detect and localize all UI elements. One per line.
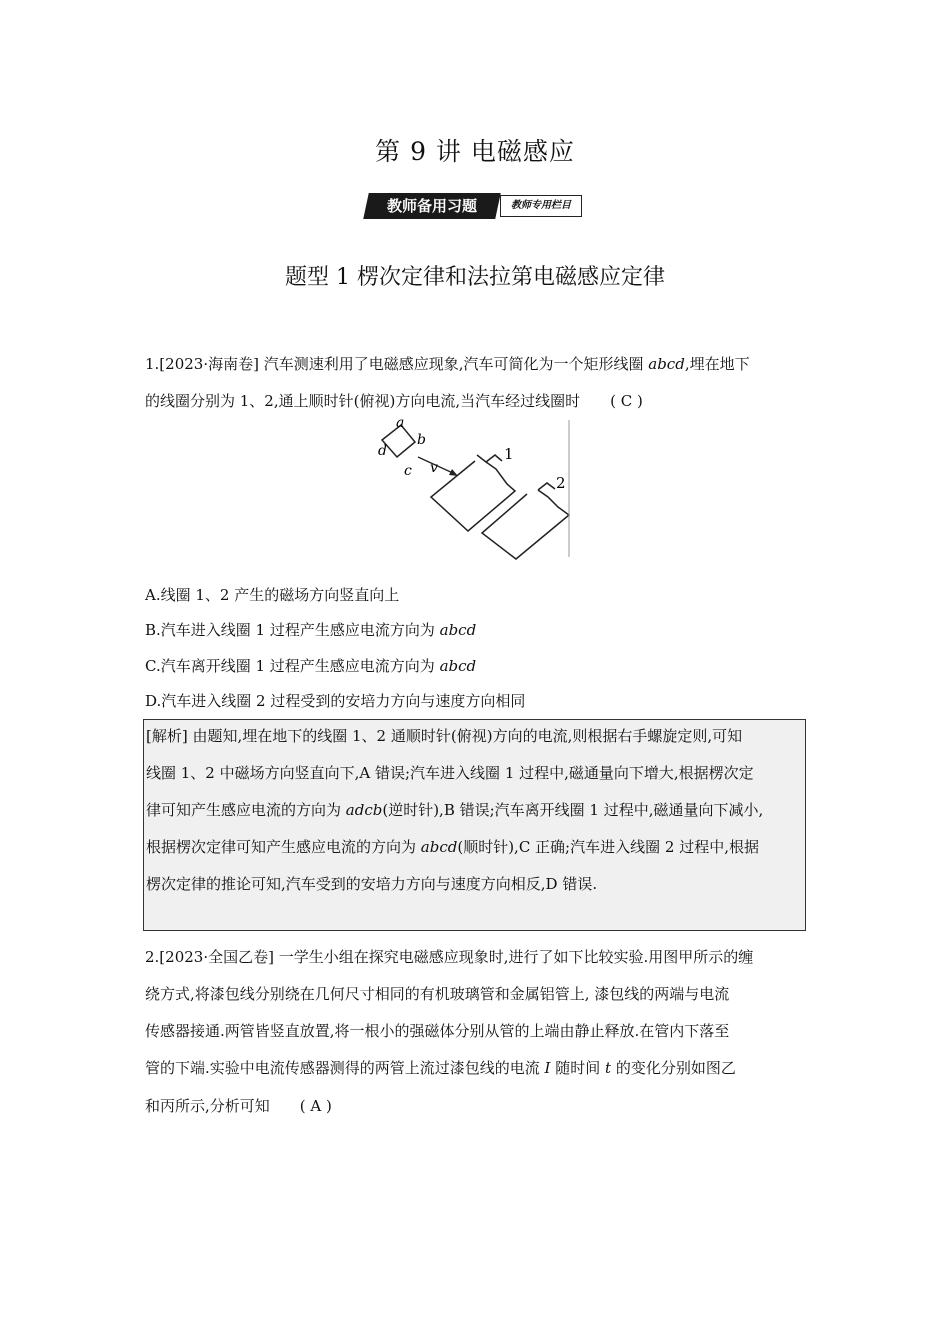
q2-line1: 2.[2023·全国乙卷] 一学生小组在探究电磁感应现象时,进行了如下比较实验.用图甲所示的缠 (145, 948, 754, 966)
q1-answer: ( C ) (610, 392, 643, 410)
coil-1 (431, 455, 515, 531)
analysis-line-2: 线圈 1、2 中磁场方向竖直向下,A 错误;汽车进入线圈 1 过程中,磁通量向下增大,根据楞次定 (146, 764, 754, 782)
q1-option-d: D.汽车进入线圈 2 过程受到的安培力方向与速度方向相同 (145, 692, 526, 710)
banner-sub: 教师专用栏目 (500, 195, 582, 217)
q2-answer: ( A ) (299, 1097, 332, 1115)
q2-line3: 传感器接通.两管皆竖直放置,将一根小的强磁体分别从管的上端由静止释放.在管内下落至 (145, 1022, 730, 1040)
label-v: v (430, 460, 438, 476)
teacher-banner (366, 193, 584, 219)
q2-line2: 绕方式,将漆包线分别绕在几何尺寸相同的有机玻璃管和金属铝管上, 漆包线的两端与电流 (145, 985, 730, 1003)
label-c: c (404, 463, 412, 479)
q1-line1: 1.[2023·海南卷] 汽车测速利用了电磁感应现象,汽车可简化为一个矩形线圈 abcd,埋在地下 (145, 355, 750, 373)
analysis-line-4: 根据楞次定律可知产生感应电流的方向为 abcd(顺时针),C 正确;汽车进入线圈 2 过程中,根据 (146, 838, 759, 856)
coil-1-lead (486, 455, 502, 462)
section-title: 题型 1 楞次定律和法拉第电磁感应定律 (285, 265, 665, 290)
coil-2-label: 2 (556, 474, 566, 492)
coil-2-lead (538, 483, 555, 490)
analysis-line-3: 律可知产生感应电流的方向为 adcb(逆时针),B 错误;汽车离开线圈 1 过程中,磁通量向下减小, (146, 801, 764, 819)
page-title: 第 9 讲 电磁感应 (375, 137, 575, 166)
coil-2 (482, 490, 569, 559)
q1-option-c: C.汽车离开线圈 1 过程产生感应电流方向为 abcd (145, 657, 477, 675)
q1-line2: 的线圈分别为 1、2,通上顺时针(俯视)方向电流,当汽车经过线圈时 ( C ) (145, 392, 643, 410)
q1-option-a: A.线圈 1、2 产生的磁场方向竖直向上 (145, 586, 400, 604)
label-b: b (417, 432, 426, 448)
banner-main: 教师备用习题 (363, 193, 501, 219)
q2-line5: 和丙所示,分析可知 ( A ) (145, 1097, 332, 1115)
velocity-arrowhead (449, 469, 458, 476)
label-a: a (396, 415, 405, 431)
label-d: d (378, 443, 387, 459)
q1-figure (370, 415, 575, 560)
analysis-line-5: 楞次定律的推论可知,汽车受到的安培力方向与速度方向相反,D 错误. (146, 875, 598, 893)
coil-1-label: 1 (504, 445, 514, 463)
analysis-line-1: [解析] 由题知,埋在地下的线圈 1、2 通顺时针(俯视)方向的电流,则根据右手螺旋定则,可知 (146, 727, 743, 745)
q2-line4: 管的下端.实验中电流传感器测得的两管上流过漆包线的电流 I 随时间 t 的变化分别如图乙 (145, 1059, 736, 1077)
q1-analysis-box (143, 719, 806, 931)
q1-option-b: B.汽车进入线圈 1 过程产生感应电流方向为 abcd (145, 621, 477, 639)
